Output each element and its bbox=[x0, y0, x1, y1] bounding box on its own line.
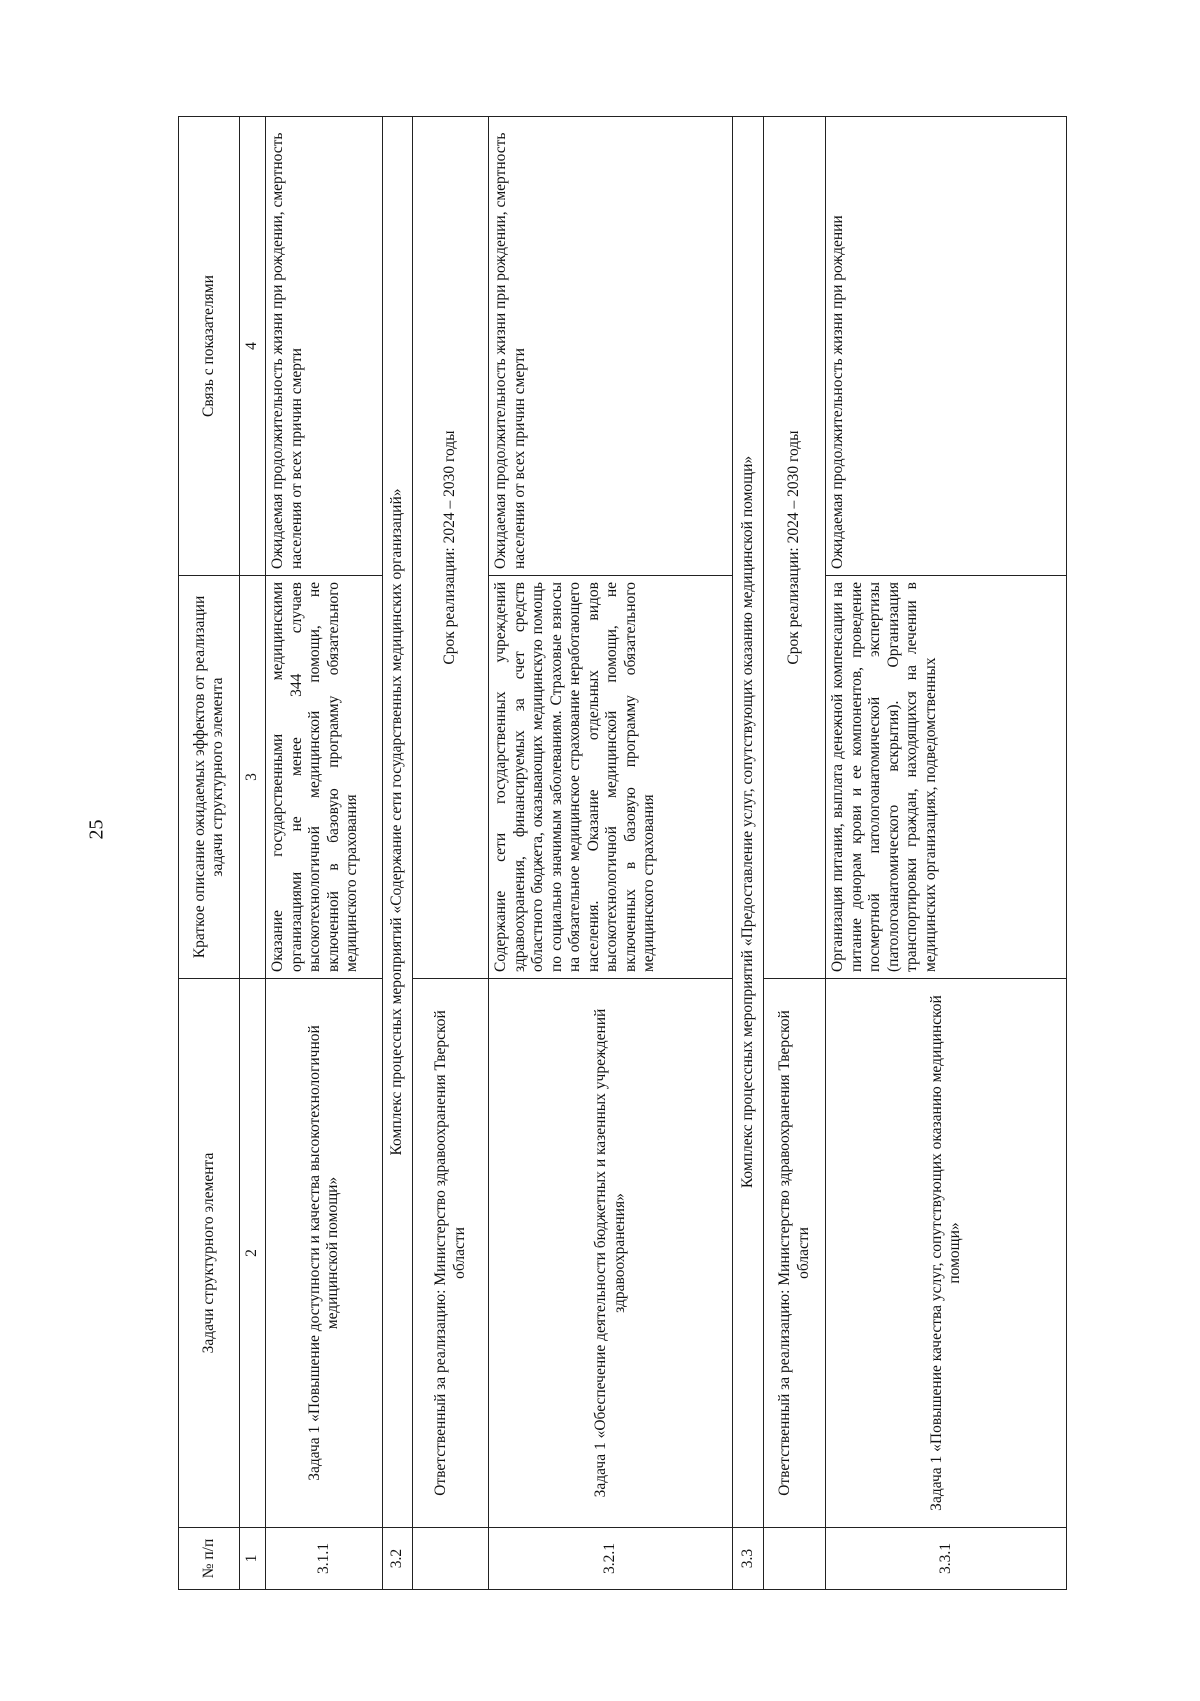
task-cell: Задача 1 «Повышение доступности и качества высокотехнологичной медицинской помощи» bbox=[266, 979, 383, 1528]
responsible-cell: Ответственный за реализацию: Министерство здравоохранения Тверской области bbox=[764, 979, 826, 1528]
table-row-3-1-1 bbox=[266, 117, 383, 1590]
effect-cell: Оказание государственными медицинскими организациями не менее 344 случаев высокотехнологичной медицинской помощи, не включенной в базовую программу обязательного медицинского страхования bbox=[266, 576, 383, 979]
effect-cell: Содержание сети государственных учреждений здравоохранения, финансируемых за счет средств областного бюджета, оказывающих медицинскую помощь по социально значимым заболеваниям. Страховые взносы на обязательное медицинское страхование неработающего населения. Оказание отдельных видов высокотехнологичной медицинской помощи, не включенных в базовую программу обязательного медицинского страхования bbox=[489, 576, 733, 979]
effect-cell: Организация питания, выплата денежной компенсации на питание донорам крови и ее компонентов, проведение посмертной патологоанатомической экспертизы (патологоанатомического вскрытия). Организация транспортировки граждан, находящихся на лечении в медицинских организациях, подведомственных bbox=[826, 576, 1067, 979]
header-indicators: Связь с показателями bbox=[179, 117, 240, 576]
table-row-3-3-1 bbox=[826, 117, 1067, 1590]
column-numbers-row bbox=[240, 117, 266, 1590]
header-effects: Краткое описание ожидаемых эффектов от реализации задачи структурного элемента bbox=[179, 576, 240, 979]
page-number: 25 bbox=[85, 819, 108, 840]
period-cell: Срок реализации: 2024 – 2030 годы bbox=[413, 117, 489, 979]
responsible-row-3-3 bbox=[764, 117, 826, 1590]
task-cell: Задача 1 «Повышение качества услуг, сопутствующих оказанию медицинской помощи» bbox=[826, 979, 1067, 1528]
header-tasks: Задачи структурного элемента bbox=[179, 979, 240, 1528]
section-number: 3.2 bbox=[383, 1528, 413, 1590]
row-number: 3.3.1 bbox=[826, 1528, 1067, 1590]
table-row-3-2-1 bbox=[489, 117, 733, 1590]
indicator-cell: Ожидаемая продолжительность жизни при рождении bbox=[826, 117, 1067, 576]
column-number: 2 bbox=[240, 979, 266, 1528]
section-number: 3.3 bbox=[733, 1528, 764, 1590]
rotated-page-content bbox=[178, 117, 1066, 1590]
column-number: 4 bbox=[240, 117, 266, 576]
column-number: 1 bbox=[240, 1528, 266, 1590]
row-number: 3.1.1 bbox=[266, 1528, 383, 1590]
section-title: Комплекс процессных мероприятий «Предоставление услуг, сопутствующих оказанию медицинской помощи» bbox=[733, 117, 764, 1528]
header-num: № п/п bbox=[179, 1528, 240, 1590]
period-cell: Срок реализации: 2024 – 2030 годы bbox=[764, 117, 826, 979]
structural-element-tasks-table bbox=[178, 116, 1067, 1590]
indicator-cell: Ожидаемая продолжительность жизни при рождении, смертность населения от всех причин смерти bbox=[489, 117, 733, 576]
responsible-row-3-2 bbox=[413, 117, 489, 1590]
table-header-row bbox=[179, 117, 240, 1590]
section-title: Комплекс процессных мероприятий «Содержание сети государственных медицинских организаций» bbox=[383, 117, 413, 1528]
task-cell: Задача 1 «Обеспечение деятельности бюджетных и казенных учреждений здравоохранения» bbox=[489, 979, 733, 1528]
column-number: 3 bbox=[240, 576, 266, 979]
section-row-3-2 bbox=[383, 117, 413, 1590]
row-number: 3.2.1 bbox=[489, 1528, 733, 1590]
responsible-cell: Ответственный за реализацию: Министерство здравоохранения Тверской области bbox=[413, 979, 489, 1528]
indicator-cell: Ожидаемая продолжительность жизни при рождении, смертность населения от всех причин смерти bbox=[266, 117, 383, 576]
section-row-3-3 bbox=[733, 117, 764, 1590]
